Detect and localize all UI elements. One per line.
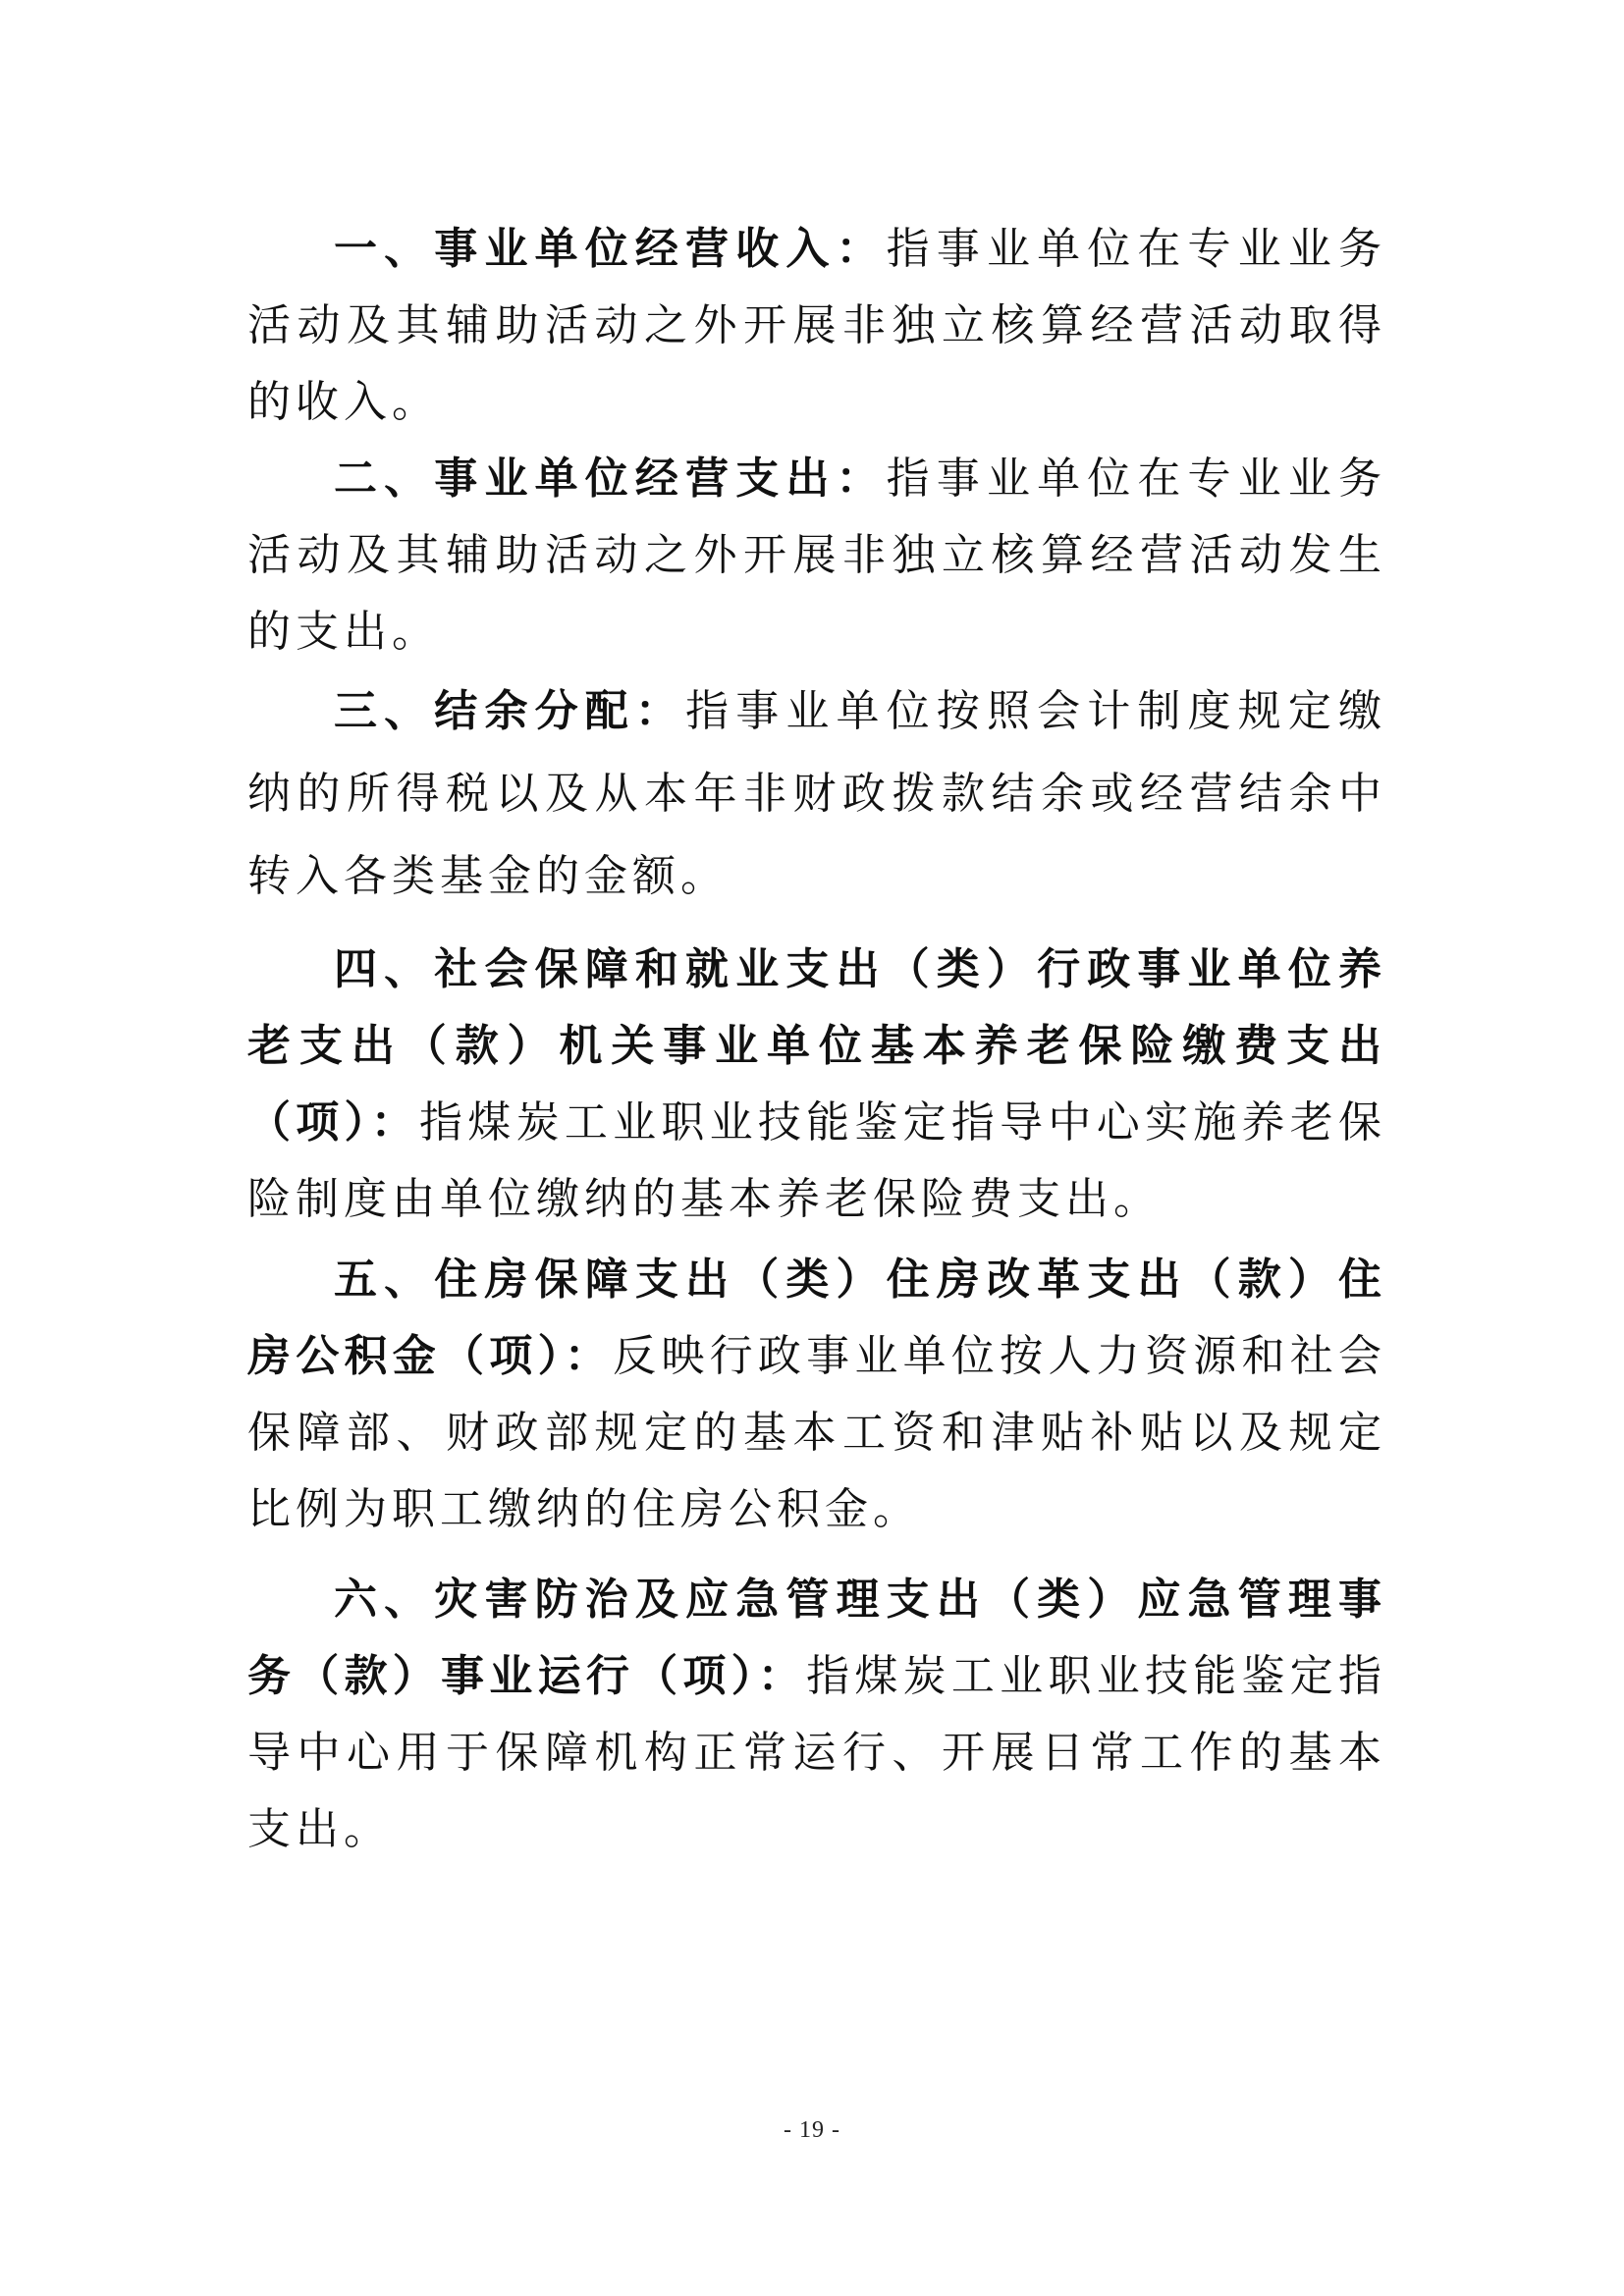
paragraph-3 — [247, 670, 1386, 918]
paragraph-1-body: 指事业单位在专业业务活动及其辅助活动之外开展非独立核算经营活动取得的收入。 — [247, 224, 1387, 427]
paragraph-4-body: 指煤炭工业职业技能鉴定指导中心实施养老保险制度由单位缴纳的基本养老保险费支出。 — [247, 1097, 1387, 1224]
paragraph-3-body: 指事业单位按照会计制度规定缴纳的所得税以及从本年非财政拨款结余或经营结余中转入各类基金的金额。 — [247, 686, 1387, 901]
paragraph-5-body: 反映行政事业单位按人力资源和社会保障部、财政部规定的基本工资和津贴补贴以及规定比例为职工缴纳的住房公积金。 — [247, 1331, 1387, 1534]
page-number: - 19 - — [784, 2117, 840, 2143]
paragraph-6-body: 指煤炭工业职业技能鉴定指导中心用于保障机构正常运行、开展日常工作的基本支出。 — [247, 1651, 1387, 1854]
paragraph-5-term: 五、住房保障支出（类）住房改革支出（款）住房公积金（项）： — [247, 1255, 1386, 1381]
paragraph-1-term: 一、事业单位经营收入： — [334, 224, 887, 274]
paragraph-2 — [247, 441, 1386, 670]
paragraph-5 — [247, 1242, 1386, 1548]
paragraph-6 — [247, 1562, 1386, 1868]
paragraph-3-term: 三、结余分配： — [334, 686, 686, 736]
document-body — [247, 211, 1386, 1868]
paragraph-1 — [247, 211, 1386, 441]
paragraph-4-term: 四、社会保障和就业支出（类）行政事业单位养老支出（款）机关事业单位基本养老保险缴费支出（项）： — [247, 944, 1386, 1148]
paragraph-4 — [247, 932, 1386, 1238]
paragraph-6-term: 六、灾害防治及应急管理支出（类）应急管理事务（款）事业运行（项）： — [247, 1575, 1386, 1701]
paragraph-2-term: 二、事业单位经营支出： — [334, 454, 887, 504]
paragraph-2-body: 指事业单位在专业业务活动及其辅助活动之外开展非独立核算经营活动发生的支出。 — [247, 454, 1387, 657]
